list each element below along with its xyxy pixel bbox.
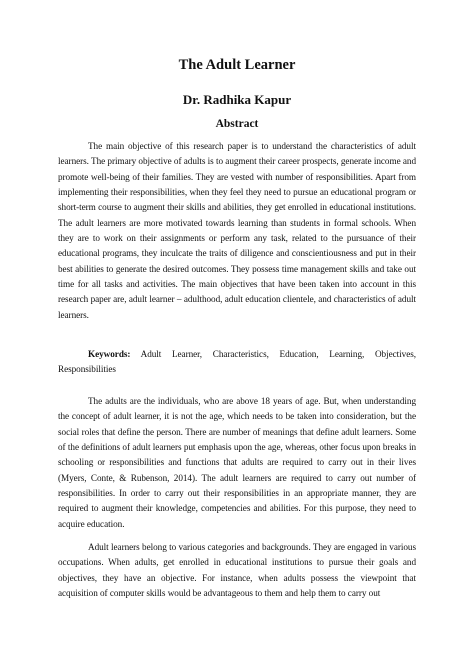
body-paragraph: Adult learners belong to various categories and backgrounds. They are engaged in various occupations. When adults, get enrolled in educational institutions to pursue their goals and objectives, they have an objective. For instance, when adults possess the viewpoint that acquisition of computer skills would be advantageous to them and help them to carry out xyxy=(58,542,416,599)
keywords-list: Adult Learner, Characteristics, Education, Learning, Objectives, Responsibilities xyxy=(58,349,416,375)
keywords-paragraph xyxy=(58,347,416,378)
author-name: Dr. Radhika Kapur xyxy=(182,92,292,107)
body-paragraph: The adults are the individuals, who are above 18 years of age. But, when understanding the concept of adult learner, it is not the age, which needs to be taken into consideration, but the social roles that define the person. There are number of meanings that define adult learners. Some of the definitions of adult learners put emphasis upon the age, whereas, other focus upon breaks in schooling or responsibilities and functions that adults are required to carry out in their lives (Myers, Conte, & Rubenson, 2014). The adult learners are required to carry out number of responsibilities. In order to carry out their responsibilities in an appropriate manner, they are required to augment their knowledge, competencies and abilities. For this purpose, they need to acquire education. xyxy=(58,396,416,529)
abstract-heading: Abstract xyxy=(215,118,259,130)
keywords-label: Keywords: xyxy=(88,349,131,359)
abstract-paragraph: The main objective of this research paper is to understand the characteristics of adult learners. The primary objective of adults is to augment their career prospects, generate income and promote well-being of their families. They are vested with number of responsibilities. Apart from implementing their responsibilities, when they feel they need to pursue an educational program or short-term course to augment their skills and abilities, they get enrolled in educational institutions. The adult learners are more motivated towards learning than students in formal schools. When they are to work on their assignments or perform any task, related to the pursuance of their educational programs, they inculcate the traits of diligence and conscientiousness and put in their best abilities to generate the desired outcomes. They possess time management skills and take out time for all tasks and activities. The main objectives that have been taken into account in this research paper are, adult learner – adulthood, adult education clientele, and characteristics of adult learners. xyxy=(58,141,416,320)
paper-title: The Adult Learner xyxy=(178,57,296,73)
